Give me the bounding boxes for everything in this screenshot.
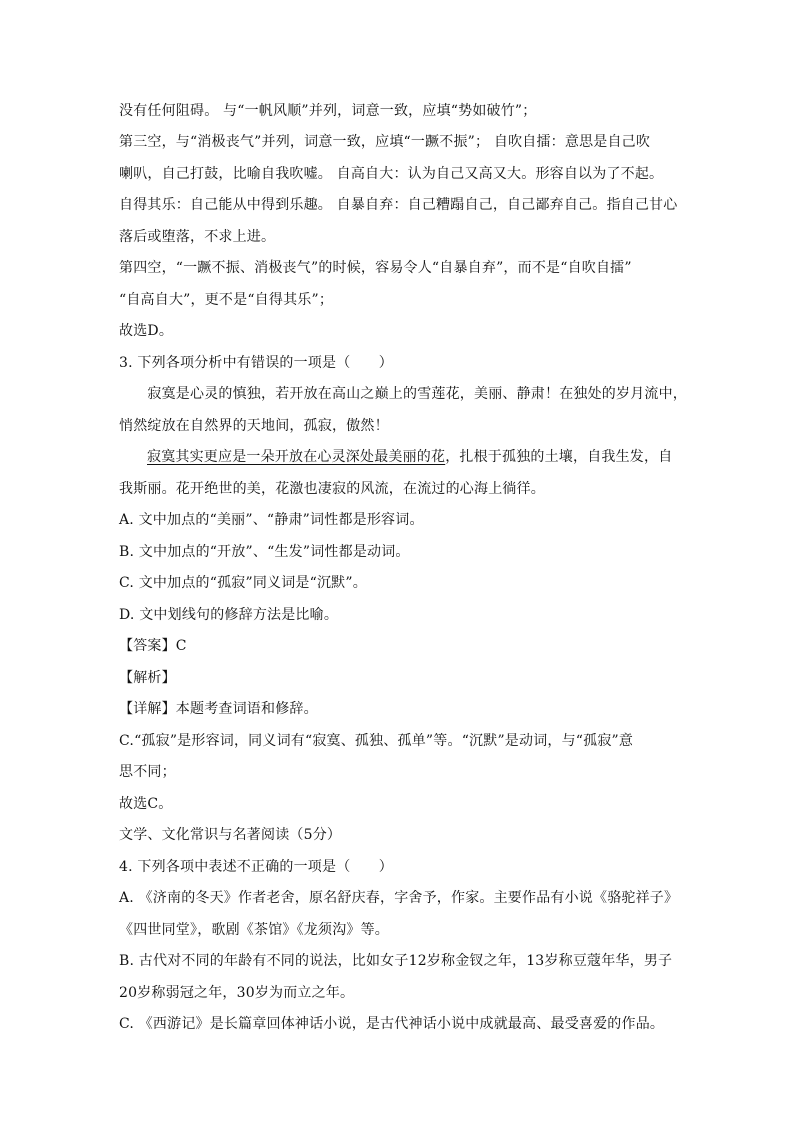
option-b: B. 文中加点的“开放”、“生发”词性都是动词。	[119, 544, 410, 560]
text-line: C.“孤寂”是形容词，同义词有“寂寞、孤独、孤单”等。“沉默”是动词，与“孤寂”意	[119, 733, 634, 749]
text-line: 没有任何阻碍。 与“一帆风顺”并列，词意一致，应填“势如破竹”；	[119, 103, 537, 119]
text-line: 自得其乐：自己能从中得到乐趣。 自暴自弃：自己糟蹋自己，自己鄙弃自己。指自己甘心	[119, 197, 678, 213]
text-line: 故选D。	[119, 323, 174, 339]
text-line: 20岁称弱冠之年，30岁为而立之年。	[119, 985, 355, 1001]
option-d: D. 文中划线句的修辞方法是比喻。	[119, 607, 339, 623]
option-b: B. 古代对不同的年龄有不同的说法，比如女子12岁称金钗之年，13岁称豆蔻年华，男子	[119, 953, 673, 969]
passage-line: 寂寞是心灵的慎独，若开放在高山之巅上的雪莲花，美丽、静肃！在独处的岁月流中，	[119, 386, 687, 402]
section-heading: 文学、文化常识与名著阅读（5分）	[119, 827, 342, 843]
answer-label: 【答案】C	[119, 638, 187, 654]
option-c: C. 文中加点的“孤寂”同义词是“沉默”。	[119, 575, 367, 591]
passage-text: ，扎根于孤独的土壤，自我生发，自	[445, 449, 673, 465]
text-line: 第四空，“一蹶不振、消极丧气”的时候，容易令人“自暴自弃”，而不是“自吹自擂”	[119, 260, 632, 276]
question-4-stem: 4. 下列各项中表述不正确的一项是（ ）	[119, 859, 394, 875]
underlined-sentence: 寂寞其实更应是一朵开放在心灵深处最美丽的花	[147, 449, 446, 465]
detail-label: 【详解】本题考查词语和修辞。	[119, 701, 318, 717]
text-line: 落后或堕落，不求上进。	[119, 229, 276, 245]
text-line: 故选C。	[119, 796, 173, 812]
option-a: A. 《济南的冬天》作者老舍，原名舒庆春，字舍予，作家。主要作品有小说《骆驼祥子》	[119, 890, 679, 906]
analysis-label: 【解析】	[119, 670, 176, 686]
text-line: 第三空，与“消极丧气”并列，词意一致，应填“一蹶不振”； 自吹自擂：意思是自己吹	[119, 134, 651, 150]
passage-line: 悄然绽放在自然界的天地间，孤寂，傲然！	[119, 418, 389, 434]
option-c: C. 《西游记》是长篇章回体神话小说，是古代神话小说中成就最高、最受喜爱的作品。	[119, 1016, 665, 1032]
passage-line	[119, 447, 679, 467]
text-line: 思不同；	[119, 764, 176, 780]
passage-line: 我斯丽。花开绝世的美，花激也凄寂的风流，在流过的心海上徜徉。	[119, 481, 545, 497]
question-3-stem: 3. 下列各项分析中有错误的一项是（ ）	[119, 355, 394, 371]
text-line: 《四世同堂》，歌剧《茶馆》《龙须沟》等。	[119, 922, 389, 938]
text-line: 喇叭，自己打鼓，比喻自我吹嘘。 自高自大：认为自己又高又大。形容自以为了不起。	[119, 166, 664, 182]
text-line: “自高自大”，更不是“自得其乐”；	[119, 292, 334, 308]
option-a: A. 文中加点的“美丽”、“静肃”词性都是形容词。	[119, 512, 424, 528]
